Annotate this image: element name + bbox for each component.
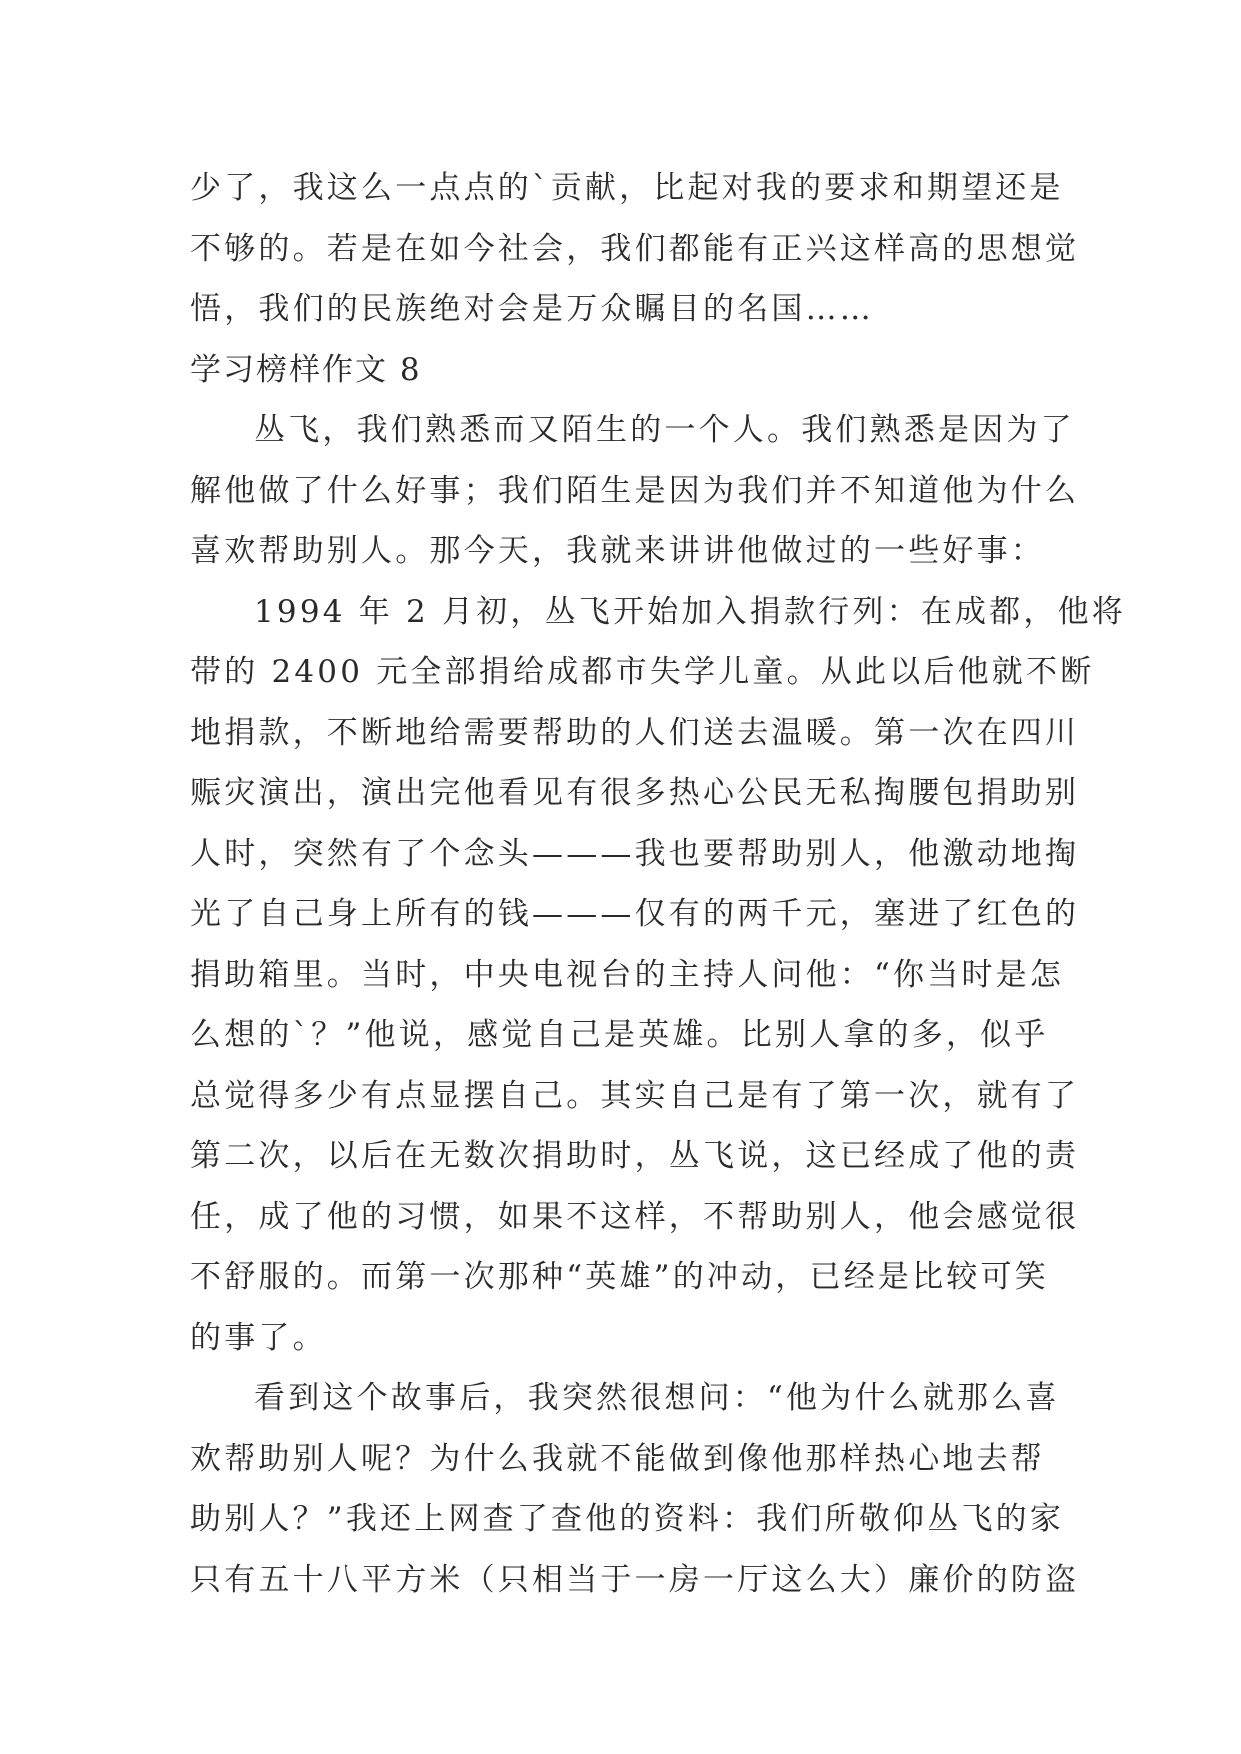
text-line: 喜欢帮助别人。那今天，我就来讲讲他做过的一些好事： bbox=[190, 533, 1045, 569]
paragraph-first-line: 看到这个故事后，我突然很想问：“他为什么就那么喜 bbox=[254, 1380, 1060, 1416]
text-line: 第二次，以后在无数次捐助时，丛飞说，这已经成了他的责 bbox=[190, 1138, 1080, 1174]
document-body bbox=[190, 158, 1126, 1610]
text-line: 不够的。若是在如今社会，我们都能有正兴这样高的思想觉 bbox=[190, 230, 1080, 267]
text-line: 欢帮助别人呢？为什么我就不能做到像他那样热心地去帮 bbox=[190, 1440, 1045, 1477]
text-line: 任，成了他的习惯，如果不这样，不帮助别人，他会感觉很 bbox=[190, 1198, 1080, 1235]
section-heading: 学习榜样作文 8 bbox=[190, 351, 422, 388]
text-line: 赈灾演出，演出完他看见有很多热心公民无私掏腰包捐助别 bbox=[190, 775, 1080, 811]
text-line: 么想的`？”他说，感觉自己是英雄。比别人拿的多，似乎 bbox=[190, 1017, 1049, 1053]
text-line: 悟，我们的民族绝对会是万众瞩目的名国…… bbox=[190, 291, 874, 327]
text-line: 捐助箱里。当时，中央电视台的主持人问他：“你当时是怎 bbox=[190, 956, 1065, 993]
text-line: 总觉得多少有点显摆自己。其实自己是有了第一次，就有了 bbox=[190, 1077, 1080, 1114]
text-line: 解他做了什么好事；我们陌生是因为我们并不知道他为什么 bbox=[190, 472, 1080, 509]
text-line: 人时，突然有了个念头———我也要帮助别人，他激动地掏 bbox=[190, 835, 1080, 872]
text-line: 带的 2400 元全部捐给成都市失学儿童。从此以后他就不断 bbox=[190, 654, 1095, 690]
paragraph-first-line: 1994 年 2 月初，丛飞开始加入捐款行列：在成都，他将 bbox=[254, 593, 1126, 630]
text-line: 的事了。 bbox=[190, 1319, 327, 1356]
text-line: 只有五十八平方米（只相当于一房一厅这么大）廉价的防盗 bbox=[190, 1561, 1080, 1598]
text-line: 不舒服的。而第一次那种“英雄”的冲动，已经是比较可笑 bbox=[190, 1259, 1049, 1295]
text-line: 光了自己身上所有的钱———仅有的两千元，塞进了红色的 bbox=[190, 896, 1080, 932]
text-line: 地捐款，不断地给需要帮助的人们送去温暖。第一次在四川 bbox=[190, 714, 1080, 751]
paragraph-first-line: 丛飞，我们熟悉而又陌生的一个人。我们熟悉是因为了 bbox=[254, 412, 1075, 448]
text-line: 少了，我这么一点点的`贡献，比起对我的要求和期望还是 bbox=[190, 170, 1064, 206]
text-line: 助别人？”我还上网查了查他的资料：我们所敬仰丛飞的家 bbox=[190, 1501, 1065, 1537]
